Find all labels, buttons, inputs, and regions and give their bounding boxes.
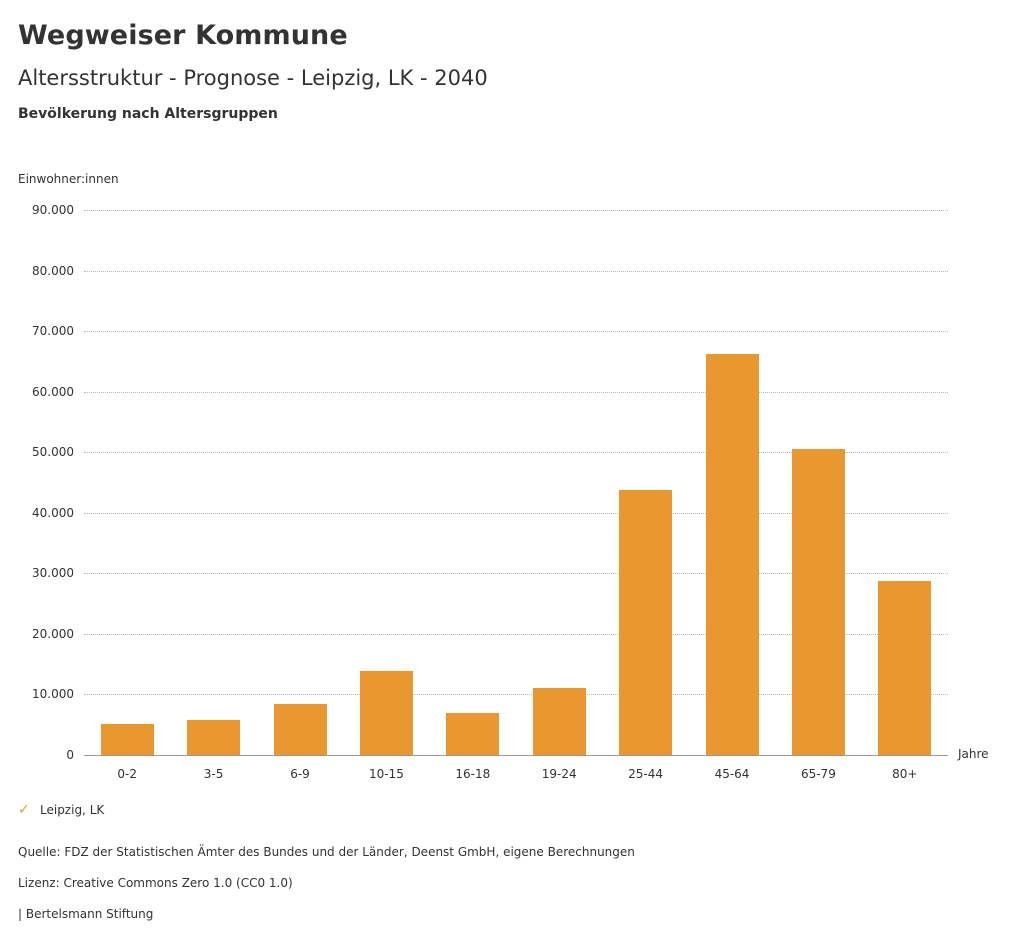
y-axis-tick-label: 0 — [66, 748, 74, 762]
y-axis-tick-label: 40.000 — [32, 505, 74, 520]
plot-area — [32, 203, 948, 781]
bar-19-24[interactable] — [533, 688, 586, 755]
bar-10-15[interactable] — [360, 671, 413, 755]
page-title: Wegweiser Kommune — [18, 20, 348, 51]
x-axis-tick-label: 80+ — [892, 767, 918, 781]
x-axis-tick-label: 25-44 — [628, 767, 664, 781]
x-axis-tick-label: 16-18 — [455, 767, 491, 781]
y-axis-tick-label: 50.000 — [32, 445, 74, 460]
bar-45-64[interactable] — [706, 354, 759, 755]
gridline — [84, 271, 948, 272]
legend-item-label: Leipzig, LK — [40, 803, 105, 817]
bar-6-9[interactable] — [274, 704, 327, 755]
y-axis-tick-label: 70.000 — [32, 324, 74, 339]
publisher-note: | Bertelsmann Stiftung — [18, 907, 154, 921]
chart-section-title: Bevölkerung nach Altersgruppen — [18, 106, 278, 122]
x-axis-tick-label: 65-79 — [800, 767, 836, 781]
x-axis-tick-label: 0-2 — [117, 767, 137, 781]
y-axis-title: Einwohner:innen — [18, 172, 119, 186]
y-axis-tick-label: 10.000 — [32, 687, 74, 702]
y-axis-tick-label: 80.000 — [32, 263, 74, 278]
bar-0-2[interactable] — [101, 724, 154, 755]
legend[interactable] — [18, 803, 104, 817]
bar-25-44[interactable] — [619, 490, 672, 755]
y-axis-tick-label: 30.000 — [32, 566, 74, 581]
check-icon: ✓ — [18, 802, 30, 818]
y-axis-tick-label: 60.000 — [32, 384, 74, 399]
bar-80+[interactable] — [878, 581, 931, 755]
x-axis-title: Jahre — [958, 747, 989, 761]
gridline — [84, 210, 948, 211]
x-axis-line — [84, 755, 948, 756]
bar-3-5[interactable] — [187, 720, 240, 755]
bar-16-18[interactable] — [446, 713, 499, 755]
bar-65-79[interactable] — [792, 449, 845, 755]
source-note: Quelle: FDZ der Statistischen Ämter des Bundes und der Länder, Deenst GmbH, eigene Berechnungen — [18, 845, 635, 859]
x-axis-tick-label: 10-15 — [368, 767, 404, 781]
gridline — [84, 331, 948, 332]
license-note: Lizenz: Creative Commons Zero 1.0 (CC0 1.0) — [18, 876, 293, 890]
page-subtitle: Altersstruktur - Prognose - Leipzig, LK - 2040 — [18, 66, 488, 90]
x-axis-tick-label: 19-24 — [541, 767, 577, 781]
y-axis-tick-label: 90.000 — [32, 203, 74, 217]
x-axis-tick-label: 3-5 — [203, 767, 224, 781]
x-axis-tick-label: 45-64 — [714, 767, 750, 781]
y-axis-tick-label: 20.000 — [32, 626, 74, 641]
gridline — [84, 392, 948, 393]
x-axis-tick-label: 6-9 — [290, 767, 310, 781]
